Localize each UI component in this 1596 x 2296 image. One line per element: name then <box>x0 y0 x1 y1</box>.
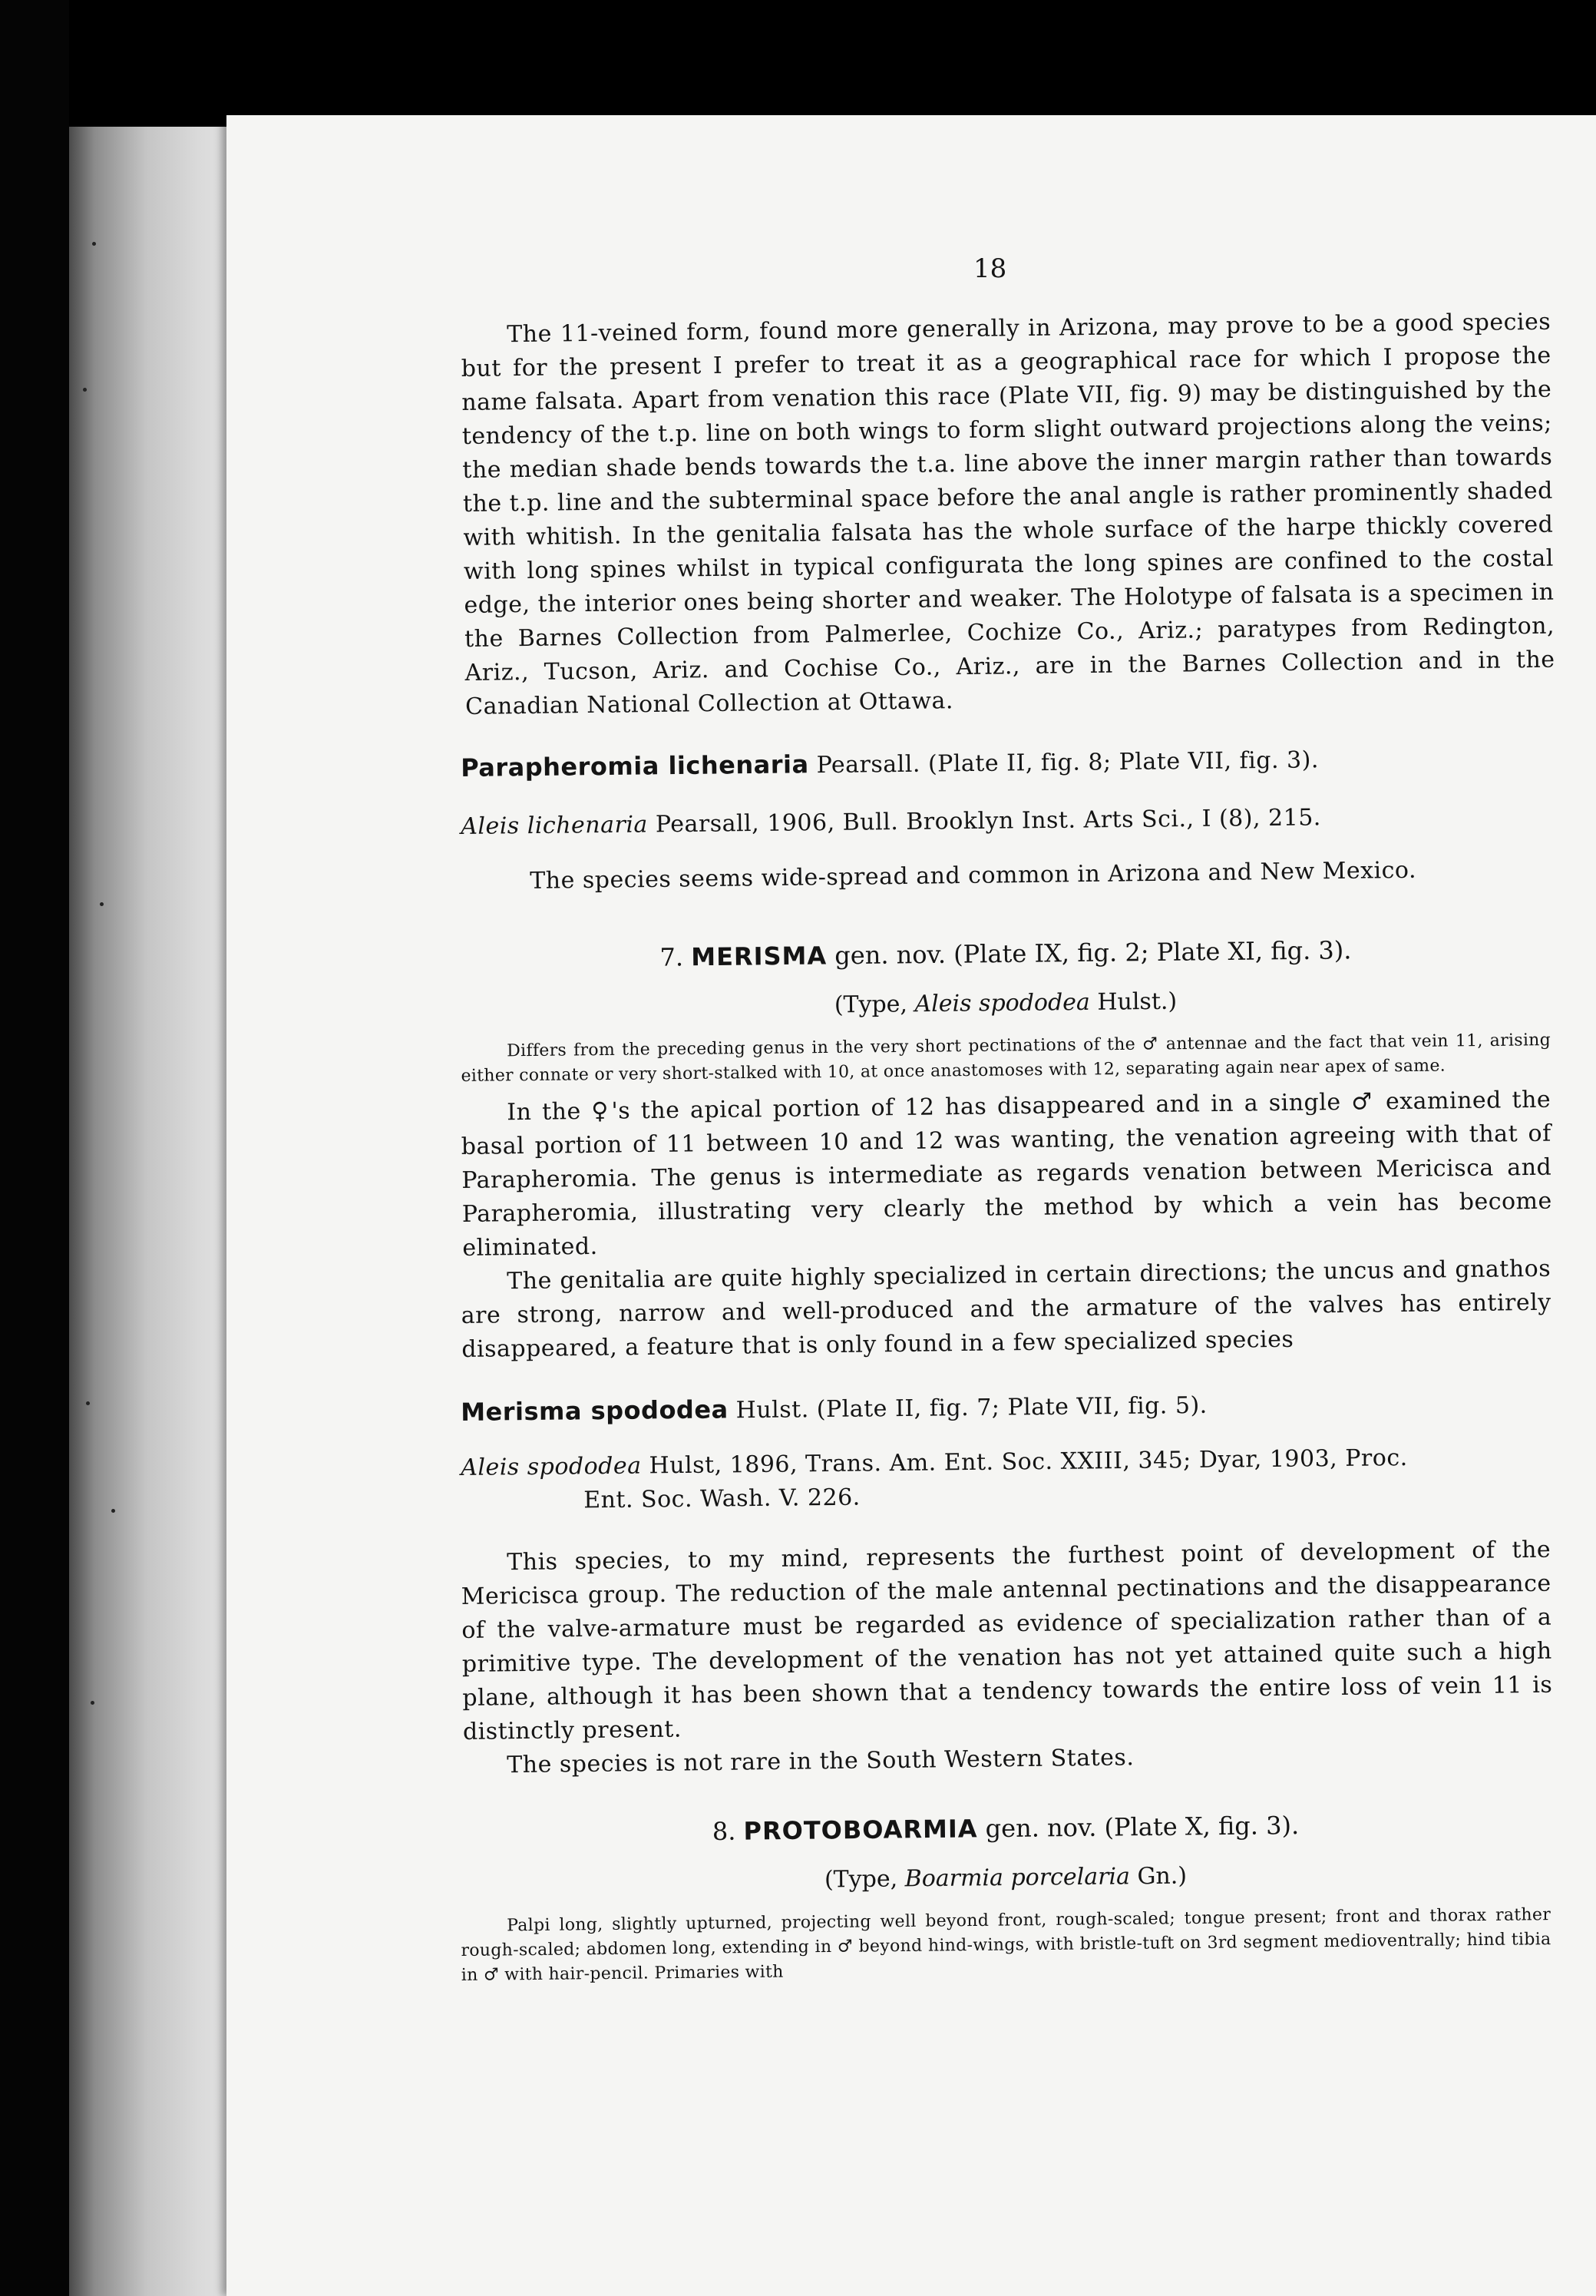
species-name: Parapheromia lichenaria <box>461 749 809 782</box>
type-suffix: Gn.) <box>1137 1862 1188 1891</box>
species-name: Merisma spododea <box>461 1394 729 1427</box>
merisma-paragraph-2: The genitalia are quite highly specialized in certain directions; the uncus and gnathos are strong, narrow and well-produced and the armature of the valves has entirely disappeared, a feature that is only found in a few specialized species <box>461 1255 1551 1363</box>
scan-background-left <box>0 0 69 2296</box>
scan-background-top <box>0 0 1596 123</box>
type-suffix: Hulst.) <box>1097 988 1178 1016</box>
book-spine-margin <box>69 127 242 2296</box>
species-author-plates: Hulst. (Plate II, fig. 7; Plate VII, fig. 5). <box>735 1391 1208 1424</box>
dust-speck <box>100 902 104 906</box>
dust-speck <box>92 242 96 246</box>
type-species: Aleis spododea <box>914 988 1091 1018</box>
genus-number: 8. <box>712 1816 736 1847</box>
genus-number: 7. <box>659 942 684 972</box>
page-number: 18 <box>973 253 1007 284</box>
genus-name: PROTOBOARMIA <box>743 1814 978 1846</box>
spododea-paragraph-1: This species, to my mind, represents the furthest point of development of the Mericisca group. The reduction of the male antennal pectinations and the disappearance of the valve-armature must be regarded as evidence of specialization rather than of a primitive type. The development of the venation has not yet attained quite such a high plane, although it has been shown that a tendency towards the entire loss of vein 11 is distinctly present. <box>461 1536 1553 1745</box>
type-prefix: (Type, <box>824 1865 898 1894</box>
type-prefix: (Type, <box>834 991 908 1019</box>
lichenaria-remark: The species seems wide-spread and common in Arizona and New Mexico. <box>530 856 1417 895</box>
page-content <box>461 308 1555 1988</box>
merisma-diagnosis: Differs from the preceding genus in the very short pectinations of the ♂ antennae and the fact that vein 11, arising either connate or very short-stalked with 10, at once anastomoses with 12, separating again near apex of same. <box>461 1031 1551 1086</box>
spododea-citation-line2: Ent. Soc. Wash. V. 226. <box>583 1484 861 1514</box>
citation-synonym: Aleis lichenaria <box>461 811 649 840</box>
dust-speck <box>111 1509 115 1513</box>
falsata-paragraph: The 11-veined form, found more generally in Arizona, may prove to be a good species but for the present I prefer to treat it as a geographical race for which I propose the name falsata. Apart from venation this race (Plate VII, fig. 9) may be distinguished by the tendency of the t.p. line on both wings to form slight outward projections along the veins; the median shade bends towards the t.a. line above the inner margin rather than towards the t.p. line and the subterminal space before the anal angle is rather prominently shaded with whitish. In the genitalia falsata has the whole surface of the harpe thickly covered with long spines whilst in typical configurata the long spines are confined to the costal edge, the interior ones being shorter and weaker. The Holotype of falsata is a specimen in the Barnes Collection from Palmerlee, Cochize Co., Ariz.; paratypes from Redington, Ariz., Tucson, Ariz. and Cochise Co., Ariz., are in the Barnes Collection and in the Canadian National Collection at Ottawa. <box>461 308 1555 720</box>
type-species: Boarmia porcelaria <box>904 1863 1131 1893</box>
citation-reference: Hulst, 1896, Trans. Am. Ent. Soc. XXIII, 345; Dyar, 1903, Proc. <box>649 1444 1408 1480</box>
dust-speck <box>86 1401 90 1405</box>
protoboarmia-diagnosis: Palpi long, slightly upturned, projecting well beyond front, rough-scaled; tongue present; front and thorax rather rough-scaled; abdomen long, extending in ♂ beyond hind-wings, with bristle-tuft on 3rd segment medioventrally; hind tibia in ♂ with hair-pencil. Primaries with <box>461 1905 1551 1985</box>
citation-reference: Pearsall, 1906, Bull. Brooklyn Inst. Arts Sci., I (8), 215. <box>655 804 1322 839</box>
dust-speck <box>83 388 87 392</box>
spododea-paragraph-2: The species is not rare in the South Western States. <box>507 1744 1135 1779</box>
genus-rest: gen. nov. (Plate X, fig. 3). <box>985 1810 1300 1844</box>
genus-rest: gen. nov. (Plate IX, fig. 2; Plate XI, fig. 3). <box>834 935 1352 971</box>
citation-synonym: Aleis spododea <box>461 1452 642 1481</box>
genus-name: MERISMA <box>691 941 828 972</box>
species-author-plates: Pearsall. (Plate II, fig. 8; Plate VII, fig. 3). <box>816 746 1320 779</box>
dust-speck <box>91 1701 94 1705</box>
merisma-paragraph-1: In the ♀'s the apical portion of 12 has disappeared and in a single ♂ examined the basal portion of 11 between 10 and 12 was wanting, the venation agreeing with that of Parapheromia. The genus is intermediate as regards venation between Mericisca and Parapheromia, illustrating very clearly the method by which a vein has become eliminated. <box>461 1086 1552 1262</box>
